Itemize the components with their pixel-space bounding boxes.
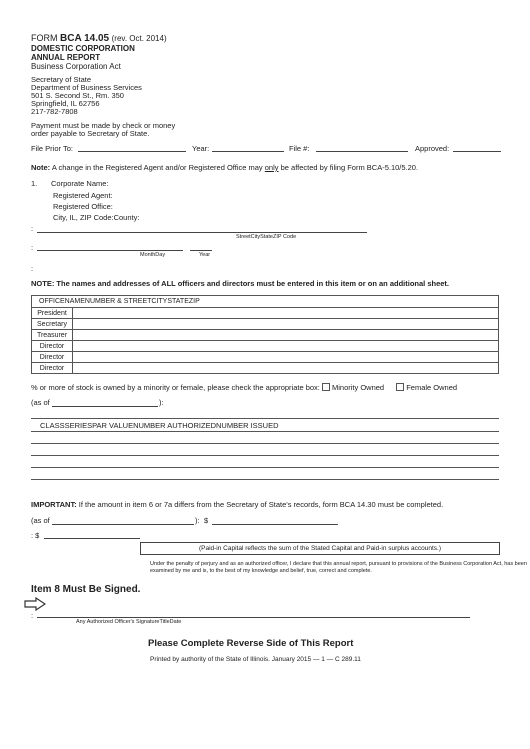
city-zip-county-label: City, IL, ZIP Code:County:	[53, 213, 140, 222]
file-number-label: File #:	[289, 144, 310, 153]
registered-office-label: Registered Office:	[53, 202, 113, 211]
colon-mark: :	[31, 264, 34, 273]
capital-as-of-label: (as of	[31, 516, 50, 525]
capital-amount-field[interactable]	[212, 524, 338, 525]
address-field[interactable]	[37, 232, 367, 233]
act-name: Business Corporation Act	[31, 62, 121, 71]
officer-cell[interactable]	[73, 363, 499, 374]
month-day-caption: MonthDay	[140, 252, 166, 258]
approved-label: Approved:	[415, 144, 450, 153]
address-line: 217-782-7808	[31, 107, 78, 116]
important-label: IMPORTANT:	[31, 500, 77, 509]
officer-cell[interactable]	[73, 330, 499, 341]
table-header-row	[32, 296, 499, 308]
note-text: A change in the Registered Agent and/or Registered Office may	[51, 163, 263, 172]
file-prior-to-field[interactable]	[78, 151, 186, 152]
perjury-statement	[150, 561, 527, 574]
perjury-line: examined by me and is, to the best of my knowledge and belief, true, correct and complete.	[150, 567, 372, 574]
address-line: Secretary of State	[31, 75, 92, 84]
registered-agent-note	[31, 163, 418, 172]
officer-title: Treasurer	[32, 330, 73, 341]
important-note	[31, 500, 443, 509]
stock-as-of-label: (as of	[31, 398, 50, 407]
payment-note	[31, 122, 175, 138]
note-only: only	[264, 163, 279, 172]
officer-cell[interactable]	[73, 319, 499, 330]
table-row	[32, 352, 499, 363]
table-row	[32, 308, 499, 319]
form-title	[31, 33, 167, 44]
important-text: If the amount in item 6 or 7a differs from the Secretary of State's records, form BCA 14.30 must be completed.	[78, 500, 444, 509]
arrow-right-icon	[24, 597, 46, 611]
officers-table-header: OFFICENAMENUMBER & STREETCITYSTATEZIP	[32, 296, 499, 308]
table-row	[32, 341, 499, 352]
payment-line: Payment must be made by check or money	[31, 121, 176, 130]
form-number: BCA 14.05	[60, 33, 110, 44]
paid-in-capital-box	[140, 542, 500, 555]
female-owned-checkbox[interactable]	[396, 383, 404, 391]
street-caption: StreetCityStateZIP Code	[236, 234, 297, 240]
officers-table	[31, 295, 499, 374]
shares-line[interactable]	[31, 479, 499, 480]
colon-mark: :	[31, 224, 34, 233]
paid-in-amount-field[interactable]	[44, 538, 140, 539]
minority-owned-label: Minority Owned	[331, 383, 385, 392]
title-annual-report: ANNUAL REPORT	[31, 53, 101, 62]
shares-rule	[31, 431, 499, 432]
paid-in-capital-note: (Paid-in Capital reflects the sum of the Stated Capital and Paid-in surplus accounts.)	[198, 545, 442, 552]
item1-number: 1.	[31, 179, 38, 188]
shares-table-header: CLASSSERIESPAR VALUENUMBER AUTHORIZEDNUMBER ISSUED	[40, 421, 279, 430]
paid-in-dollar-label: : $	[31, 531, 40, 540]
table-row	[32, 319, 499, 330]
capital-as-of-field[interactable]	[52, 524, 194, 525]
officer-cell[interactable]	[73, 341, 499, 352]
address-block	[31, 76, 142, 116]
shares-line[interactable]	[31, 467, 499, 468]
perjury-line: Under the penalty of perjury and as an authorized officer, I declare that this annual report, pursuant to provisions of the Business Corporation Act, has been	[150, 561, 527, 567]
officer-title: Director	[32, 352, 73, 363]
table-row	[32, 330, 499, 341]
note-label: Note:	[31, 163, 51, 172]
year-field-2[interactable]	[190, 250, 212, 251]
officer-title: Secretary	[32, 319, 73, 330]
stock-ownership-row	[31, 383, 457, 392]
file-number-field[interactable]	[316, 151, 408, 152]
officer-cell[interactable]	[73, 352, 499, 363]
file-prior-to-label: File Prior To:	[31, 144, 73, 153]
form-prefix: FORM	[31, 33, 58, 43]
officer-title: President	[32, 308, 73, 319]
capital-as-of-close: ):	[195, 516, 200, 525]
stock-as-of-close: ):	[159, 398, 164, 407]
registered-agent-label: Registered Agent:	[53, 191, 113, 200]
signature-field[interactable]	[37, 617, 470, 618]
month-day-field[interactable]	[37, 250, 183, 251]
stock-as-of-field[interactable]	[52, 406, 158, 407]
table-row	[32, 363, 499, 374]
shares-line[interactable]	[31, 455, 499, 456]
address-line: 501 S. Second St., Rm. 350	[31, 91, 124, 100]
year-field[interactable]	[212, 151, 284, 152]
address-line: Department of Business Services	[31, 83, 142, 92]
item8-heading: Item 8 Must Be Signed.	[31, 584, 141, 595]
capital-dollar-sign: $	[204, 516, 209, 525]
form-revision: (rev. Oct. 2014)	[111, 34, 167, 43]
stock-ownership-text: % or more of stock is owned by a minority or female, please check the appropriate box:	[31, 383, 320, 392]
payment-line: order payable to Secretary of State.	[31, 129, 150, 138]
reverse-side-notice: Please Complete Reverse Side of This Report	[148, 638, 354, 649]
female-owned-label: Female Owned	[406, 383, 458, 392]
officers-note: NOTE: The names and addresses of ALL officers and directors must be entered in this item or on an additional sheet.	[31, 279, 450, 288]
minority-owned-checkbox[interactable]	[322, 383, 330, 391]
address-line: Springfield, IL 62756	[31, 99, 100, 108]
officer-title: Director	[32, 363, 73, 374]
year-label: Year:	[192, 144, 210, 153]
officer-cell[interactable]	[73, 308, 499, 319]
signature-caption: Any Authorized Officer's SignatureTitleDate	[76, 619, 182, 625]
title-domestic-corporation: DOMESTIC CORPORATION	[31, 44, 135, 53]
officer-title: Director	[32, 341, 73, 352]
note-text-end: be affected by filing Form BCA-5.10/5.20.	[280, 163, 419, 172]
shares-line[interactable]	[31, 443, 499, 444]
shares-top-rule	[31, 418, 499, 419]
year-caption: Year	[199, 252, 211, 258]
corporate-name-label: Corporate Name:	[51, 179, 109, 188]
colon-mark: :	[31, 243, 34, 252]
approved-field[interactable]	[453, 151, 501, 152]
printed-by-authority: Printed by authority of the State of Illinois. January 2015 — 1 — C 289.11	[150, 656, 361, 663]
colon-mark: :	[31, 611, 34, 620]
